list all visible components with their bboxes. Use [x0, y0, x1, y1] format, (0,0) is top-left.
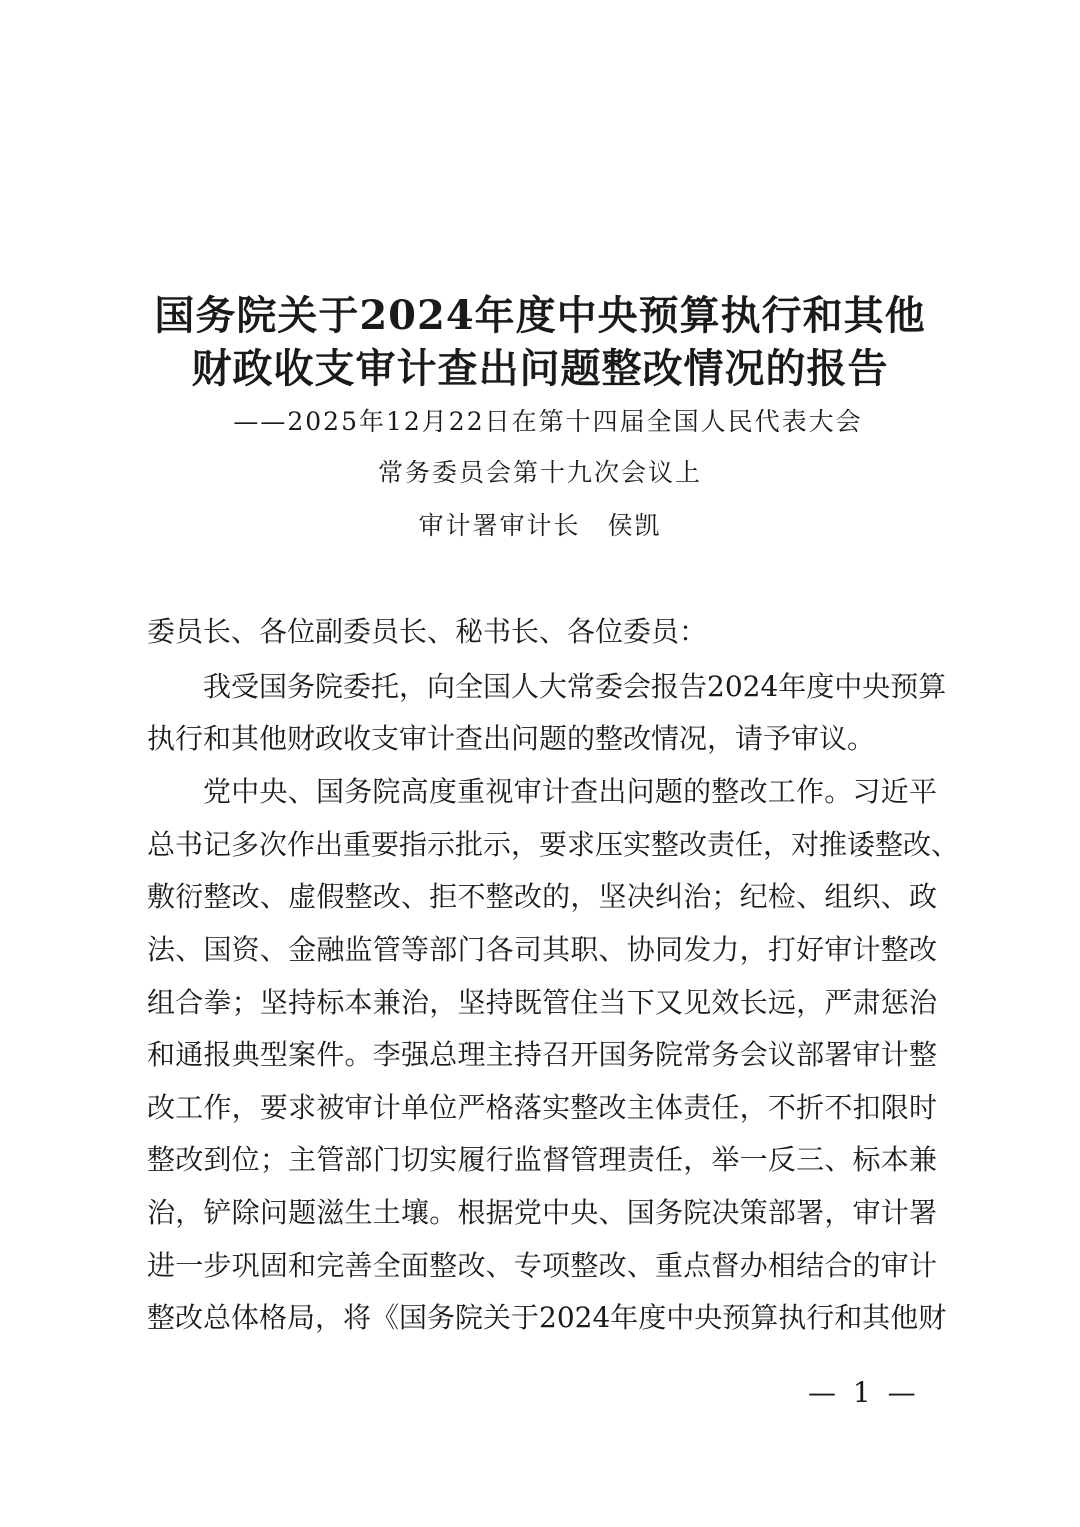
page-number: — 1 — [808, 1376, 920, 1409]
report-title-line-1: 国务院关于2024年度中央预算执行和其他 [154, 292, 926, 339]
paragraph-line: 党中央、国务院高度重视审计查出问题的整改工作。习近平 [203, 775, 937, 808]
paragraph-line: 整改到位；主管部门切实履行监督管理责任，举一反三、标本兼 [147, 1143, 937, 1176]
paragraph-line: 执行和其他财政收支审计查出问题的整改情况，请予审议。 [147, 722, 876, 755]
paragraph-line: 进一步巩固和完善全面整改、专项整改、重点督办相结合的审计 [147, 1249, 937, 1282]
paragraph-line: 整改总体格局，将《国务院关于2024年度中央预算执行和其他财 [147, 1301, 947, 1334]
paragraph-line: 总书记多次作出重要指示批示，要求压实整改责任，对推诿整改、 [147, 828, 960, 861]
report-title-line-2: 财政收支审计查出问题整改情况的报告 [191, 345, 889, 392]
paragraph-line: 治，铲除问题滋生土壤。根据党中央、国务院决策部署，审计署 [147, 1196, 937, 1229]
salutation: 委员长、各位副委员长、秘书长、各位委员： [147, 615, 708, 648]
paragraph-line: 和通报典型案件。李强总理主持召开国务院常务会议部署审计整 [147, 1038, 937, 1071]
report-subtitle-session: 常务委员会第十九次会议上 [377, 458, 702, 487]
paragraph-line: 敷衍整改、虚假整改、拒不整改的，坚决纠治；纪检、组织、政 [147, 880, 937, 913]
paragraph-line: 改工作，要求被审计单位严格落实整改主体责任，不折不扣限时 [147, 1091, 937, 1124]
paragraph-line: 法、国资、金融监管等部门各司其职、协同发力，打好审计整改 [147, 933, 937, 966]
report-subtitle-date-venue: ——2025年12月22日在第十四届全国人民代表大会 [233, 407, 863, 436]
paragraph-line: 我受国务院委托，向全国人大常委会报告2024年度中央预算 [203, 670, 947, 703]
report-speaker: 审计署审计长 侯凯 [418, 511, 662, 540]
paragraph-line: 组合拳；坚持标本兼治，坚持既管住当下又见效长远，严肃惩治 [147, 986, 937, 1019]
